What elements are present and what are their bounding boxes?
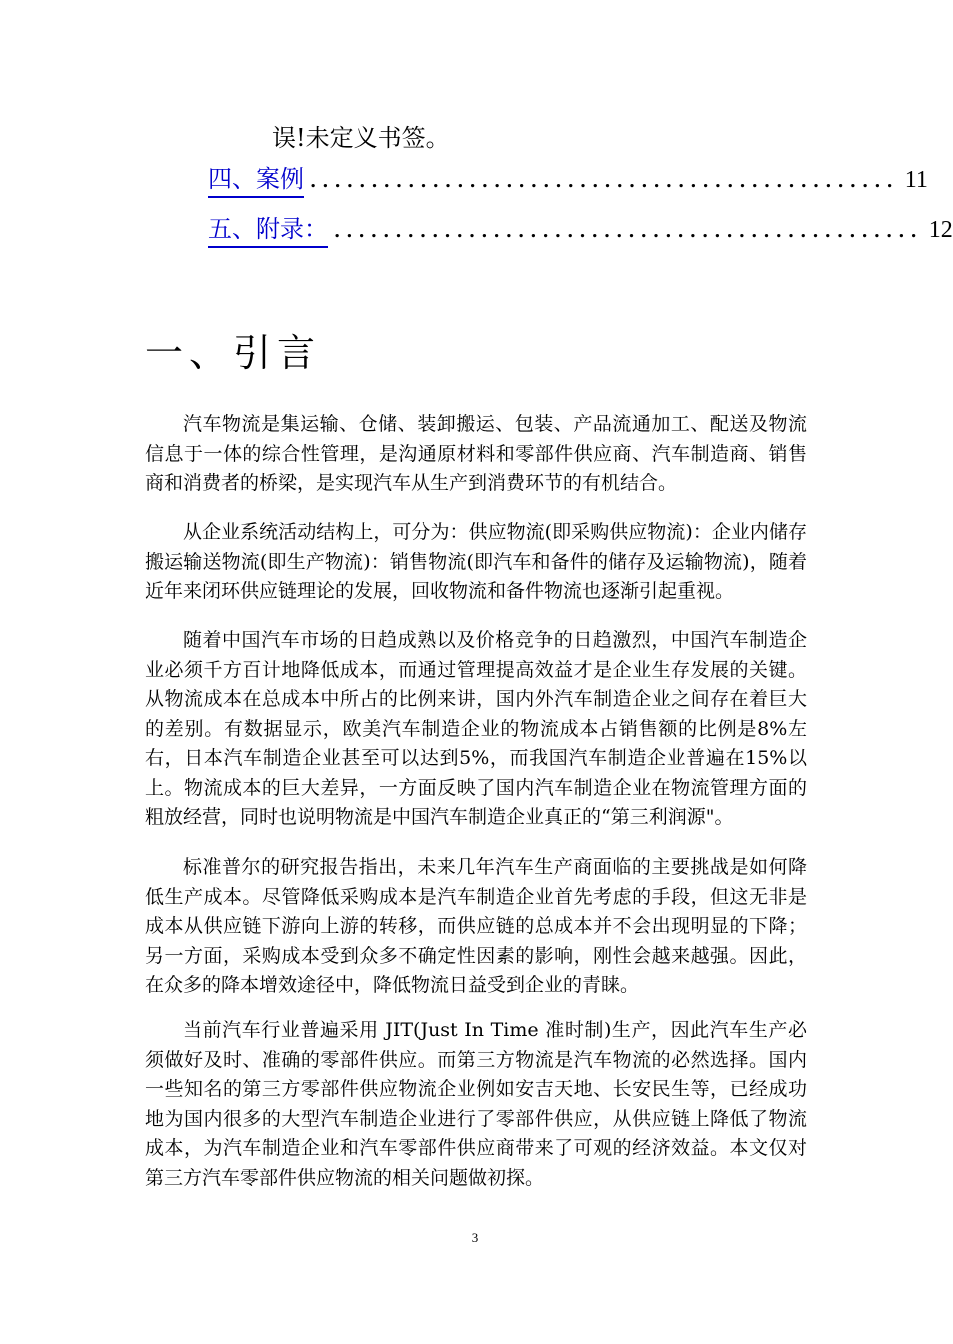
- toc-entry-label[interactable]: 四、案例: [208, 159, 304, 198]
- section-heading: 一、引言: [145, 331, 322, 375]
- toc-entry-appendix[interactable]: [208, 214, 953, 248]
- paragraph: 从企业系统活动结构上，可分为：供应物流(即采购供应物流)：企业内储存搬运输送物流(即生产物流)：销售物流(即汽车和备件的储存及运输物流)，随着近年来闭环供应链理论的发展，回收物流和备件物流也逐渐引起重视。: [145, 521, 807, 602]
- paragraph: 当前汽车行业普遍采用 JIT(Just In Time 准时制)生产，因此汽车生产必须做好及时、准确的零部件供应。而第三方物流是汽车物流的必然选择。国内一些知名的第三方零部件供应物流企业例如安吉天地、长安民生等，已经成功地为国内很多的大型汽车制造企业进行了零部件供应，从供应链上降低了物流成本，为汽车制造企业和汽车零部件供应商带来了可观的经济效益。本文仅对第三方汽车零部件供应物流的相关问题做初探。: [145, 1019, 807, 1189]
- toc-page-number: 11: [904, 167, 928, 193]
- paragraph: 标准普尔的研究报告指出，未来几年汽车生产商面临的主要挑战是如何降低生产成本。尽管降低采购成本是汽车制造企业首先考虑的手段，但这无非是成本从供应链下游向上游的转移，而供应链的总成本并不会出现明显的下降；另一方面，采购成本受到众多不确定性因素的影响，刚性会越来越强。因此，在众多的降本增效途径中，降低物流日益受到企业的青睐。: [145, 856, 807, 996]
- paragraph: 随着中国汽车市场的日趋成熟以及价格竞争的日趋激烈，中国汽车制造企业必须千方百计地降低成本，而通过管理提高效益才是企业生存发展的关键。从物流成本在总成本中所占的比例来讲，国内外汽车制造企业之间存在着巨大的差别。有数据显示，欧美汽车制造企业的物流成本占销售额的比例是8%左右，日本汽车制造企业甚至可以达到5%，而我国汽车制造企业普遍在15%以上。物流成本的巨大差异，一方面反映了国内汽车制造企业在物流管理方面的粗放经营，同时也说明物流是中国汽车制造企业真正的“第三利润源"。: [145, 629, 807, 828]
- paragraph: 汽车物流是集运输、仓储、装卸搬运、包装、产品流通加工、配送及物流信息于一体的综合性管理，是沟通原材料和零部件供应商、汽车制造商、销售商和消费者的桥梁，是实现汽车从生产到消费环节的有机结合。: [145, 413, 807, 494]
- toc-entry-case[interactable]: [208, 164, 928, 198]
- toc-dot-leader: ................................................: [310, 171, 899, 192]
- toc-error-text: 误!未定义书签。: [272, 124, 450, 152]
- toc-page-number: 12: [928, 217, 953, 243]
- toc-dot-leader: ................................................: [334, 221, 923, 242]
- toc-entry-label[interactable]: 五、附录：: [208, 209, 328, 248]
- page-number: 3: [471, 1230, 479, 1245]
